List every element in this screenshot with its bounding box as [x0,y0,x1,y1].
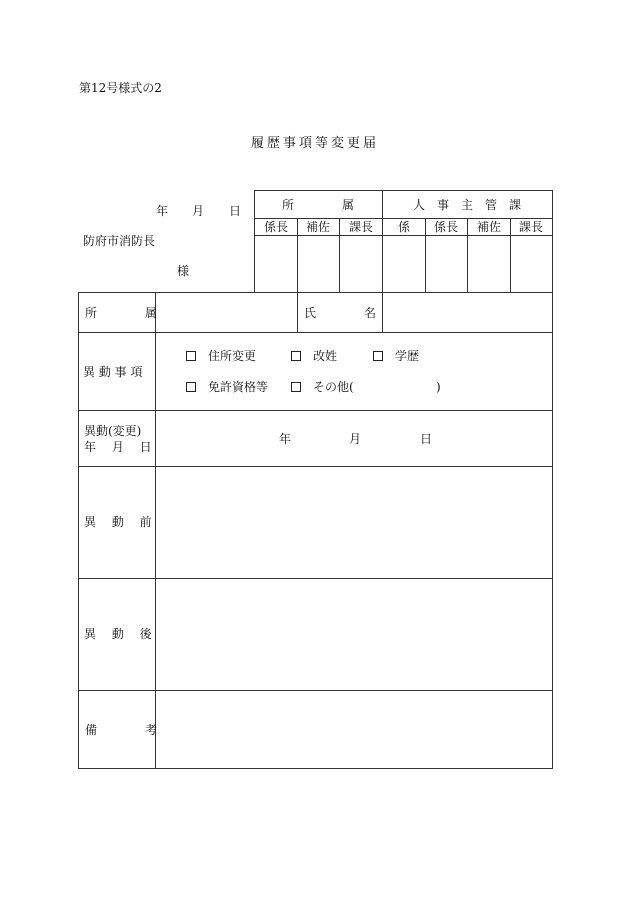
stamp-col-divider [425,218,426,292]
name-label: 氏 名 [304,306,377,320]
row-divider [78,466,553,467]
option-surname-change: 改姓 [313,349,338,363]
label-column-divider [155,292,156,769]
stamp-col-label: 課長 [518,220,544,234]
row-divider [78,410,553,411]
option-education: 学歴 [395,349,420,363]
stamp-table-header-divider [254,218,553,219]
stamp-col-divider [339,218,340,292]
checkbox-other[interactable] [291,382,301,392]
change-date-month: 月 [349,432,362,446]
name-field[interactable] [384,294,551,330]
stamp-table-top-border [254,190,553,191]
change-date-day: 日 [420,432,433,446]
main-table-right-border [552,292,553,769]
option-licenses: 免許資格等 [208,380,269,394]
stamp-col-label: 課長 [348,220,374,234]
other-close-paren: ) [436,380,441,394]
stamp-col-label: 補佐 [305,220,331,234]
change-items-label: 異 動 事 項 [83,365,143,379]
stamp-table-label-divider [254,235,553,236]
name-value-divider [382,292,383,332]
checkbox-licenses[interactable] [186,382,196,392]
stamp-col-divider [510,218,511,292]
stamp-col-divider [297,218,298,292]
row-divider [78,578,553,579]
remarks-label: 備 考 [85,723,158,737]
other-detail-field[interactable] [360,378,432,396]
change-date-year: 年 [279,432,292,446]
after-change-field[interactable] [157,580,551,688]
form-number: 第12号様式の2 [79,81,162,95]
affiliation-field[interactable] [157,294,296,330]
row-divider [78,332,553,333]
remarks-field[interactable] [157,692,551,766]
stamp-col-label: 補佐 [476,220,502,234]
addressee: 防府市消防長 [83,234,156,248]
option-address-change: 住所変更 [208,349,257,363]
header-date-month: 月 [192,204,205,218]
affiliation-label: 所 属 [85,306,158,320]
honorific: 様 [177,264,190,278]
change-date-label-line1: 異動(変更) [84,424,142,438]
checkbox-surname-change[interactable] [291,351,301,361]
stamp-table-right-border [552,190,553,292]
stamp-personnel-header: 人 事 主 管 課 [412,198,522,212]
main-table-bottom-border [78,768,553,769]
document-title: 履歴事項等変更届 [250,136,380,151]
header-date-day: 日 [229,204,242,218]
option-other: その他( [313,380,354,394]
before-change-label: 異 動 前 [84,515,152,529]
stamp-table-group-divider [382,190,383,292]
after-change-label: 異 動 後 [84,627,152,641]
main-table-top-border [78,292,553,293]
stamp-col-divider [467,218,468,292]
before-change-field[interactable] [157,468,551,576]
main-table-left-border [78,292,79,769]
checkbox-education[interactable] [373,351,383,361]
stamp-affiliation-header: 所 属 [281,198,355,212]
stamp-col-label: 係長 [433,220,459,234]
header-date-year: 年 [156,204,169,218]
stamp-col-label: 係長 [263,220,289,234]
name-cell-divider [297,292,298,332]
change-date-label-line2: 年 月 日 [84,440,152,454]
stamp-col-label: 係 [397,220,411,234]
row-divider [78,690,553,691]
stamp-table-left-border [254,190,255,292]
checkbox-address-change[interactable] [186,351,196,361]
